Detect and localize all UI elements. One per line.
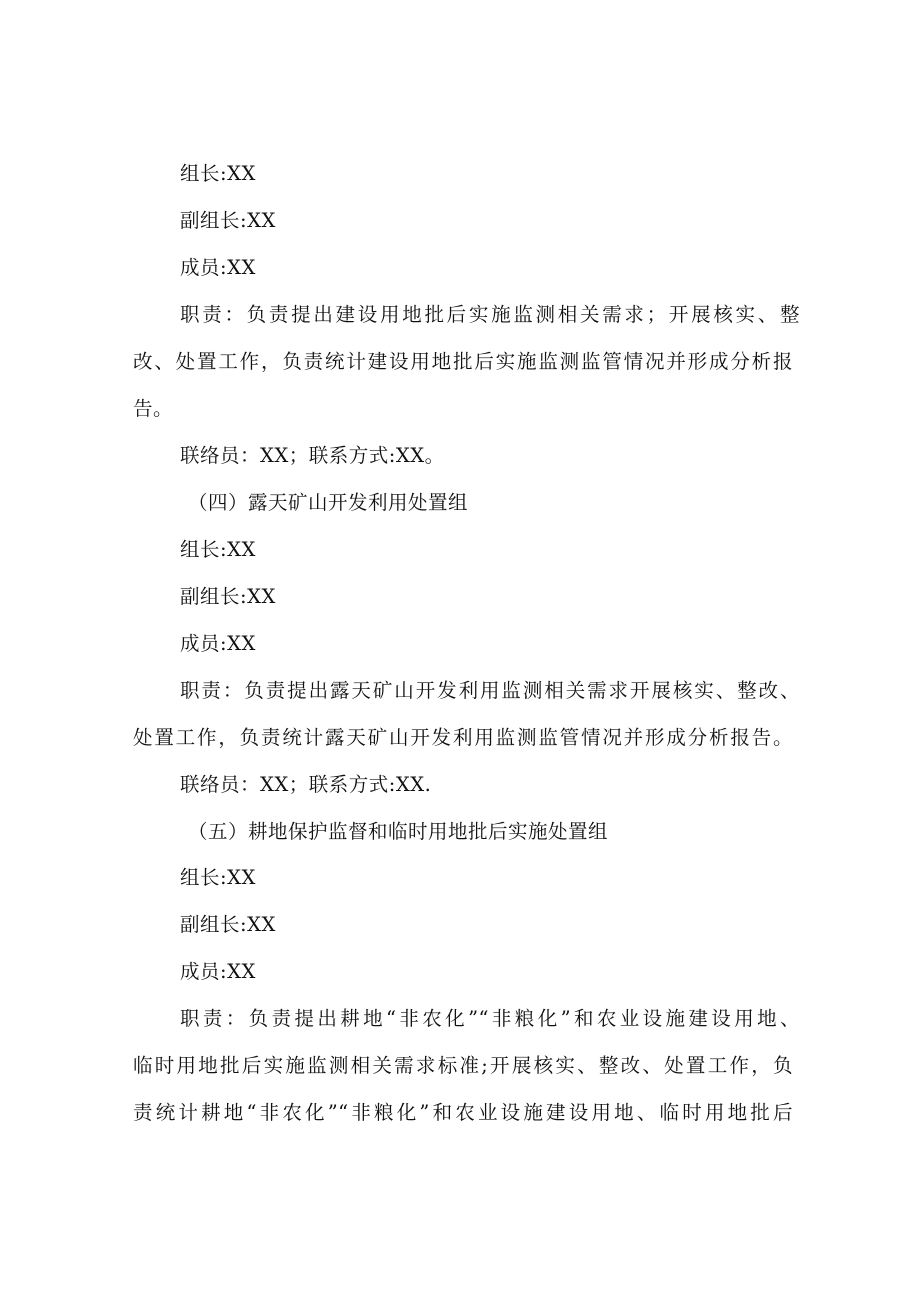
group3-members: 成员:XX [180, 256, 256, 279]
group3-liaison: 联络员：XX；联系方式:XX。 [180, 444, 445, 467]
group5-duties-line1: 职责：负责提出耕地“非农化”“非粮化”和农业设施建设用地、 [180, 1007, 800, 1030]
section-heading-4: （四）露天矿山开发利用处置组 [188, 491, 469, 514]
group5-deputy-leader: 副组长:XX [180, 913, 276, 936]
group4-members: 成员:XX [180, 632, 256, 655]
group3-duties-line2: 改、处置工作，负责统计建设用地批后实施监测监管情况并形成分析报 [133, 350, 793, 373]
group5-duties-line2: 临时用地批后实施监测相关需求标准;开展核实、整改、处置工作，负 [133, 1054, 793, 1077]
group3-duties-line1: 职责：负责提出建设用地批后实施监测相关需求；开展核实、整 [180, 303, 800, 326]
group4-leader: 组长:XX [180, 538, 256, 561]
group5-members: 成员:XX [180, 960, 256, 983]
group4-liaison: 联络员：XX；联系方式:XX. [180, 773, 432, 796]
group3-leader: 组长:XX [180, 162, 256, 185]
group4-duties-line1: 职责：负责提出露天矿山开发利用监测相关需求开展核实、整改、 [180, 679, 800, 702]
group3-deputy-leader: 副组长:XX [180, 209, 276, 232]
group4-duties-line2: 处置工作，负责统计露天矿山开发利用监测监管情况并形成分析报告。 [133, 726, 793, 749]
group5-duties-line3: 责统计耕地“非农化”“非粮化”和农业设施建设用地、临时用地批后 [133, 1101, 793, 1124]
group5-leader: 组长:XX [180, 866, 256, 889]
group3-duties-line3: 告。 [133, 397, 174, 420]
section-heading-5: （五）耕地保护监督和临时用地批后实施处置组 [188, 820, 609, 843]
group4-deputy-leader: 副组长:XX [180, 585, 276, 608]
